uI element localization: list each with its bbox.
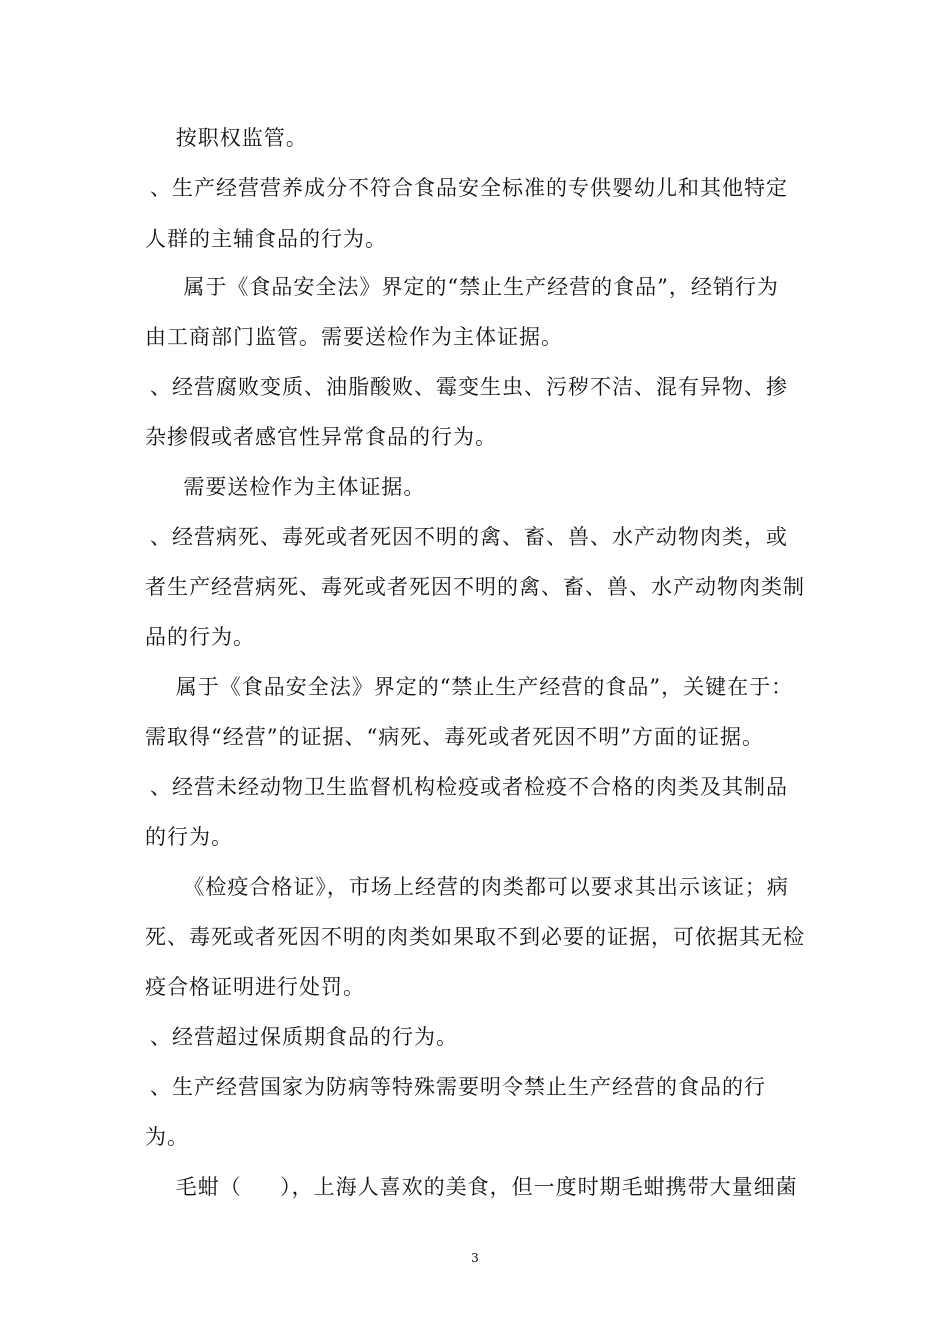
text-line-16: 《检疫合格证》，市场上经营的肉类都可以要求其出示该证；病	[145, 875, 789, 899]
text-line-8: 需要送检作为主体证据。	[145, 475, 426, 499]
text-line-2: 、生产经营营养成分不符合食品安全标准的专供婴幼儿和其他特定	[150, 176, 788, 200]
page-number: 3	[471, 1251, 479, 1265]
text-line-15: 的行为。	[145, 825, 233, 849]
text-line-5: 由工商部门监管。需要送检作为主体证据。	[145, 325, 563, 349]
text-line-18: 疫合格证明进行处罚。	[145, 975, 365, 999]
text-line-20: 、生产经营国家为防病等特殊需要明令禁止生产经营的食品的行	[150, 1075, 766, 1099]
text-line-4: 属于《食品安全法》界定的“禁止生产经营的食品”，经销行为	[145, 275, 779, 299]
text-line-3: 人群的主辅食品的行为。	[145, 227, 387, 251]
text-line-19: 、经营超过保质期食品的行为。	[150, 1025, 458, 1049]
text-line-7: 杂掺假或者感官性异常食品的行为。	[145, 425, 497, 449]
text-line-11: 品的行为。	[145, 625, 255, 649]
text-line-9: 、经营病死、毒死或者死因不明的禽、畜、兽、水产动物肉类，或	[150, 525, 788, 549]
text-line-17: 死、毒死或者死因不明的肉类如果取不到必要的证据，可依据其无检	[145, 925, 805, 949]
text-line-1: 按职权监管。	[145, 126, 308, 150]
text-line-14: 、经营未经动物卫生监督机构检疫或者检疫不合格的肉类及其制品	[150, 775, 788, 799]
text-line-10: 者生产经营病死、毒死或者死因不明的禽、畜、兽、水产动物肉类制	[145, 575, 805, 599]
text-line-13: 需取得“经营”的证据、“病死、毒死或者死因不明”方面的证据。	[145, 725, 764, 749]
text-line-6: 、经营腐败变质、油脂酸败、霉变生虫、污秽不洁、混有异物、掺	[150, 375, 788, 399]
text-line-22: 毛蚶（ ），上海人喜欢的美食，但一度时期毛蚶携带大量细菌	[145, 1175, 798, 1199]
text-line-21: 为。	[145, 1125, 189, 1149]
text-line-12: 属于《食品安全法》界定的“禁止生产经营的食品”，关键在于：	[145, 675, 794, 699]
